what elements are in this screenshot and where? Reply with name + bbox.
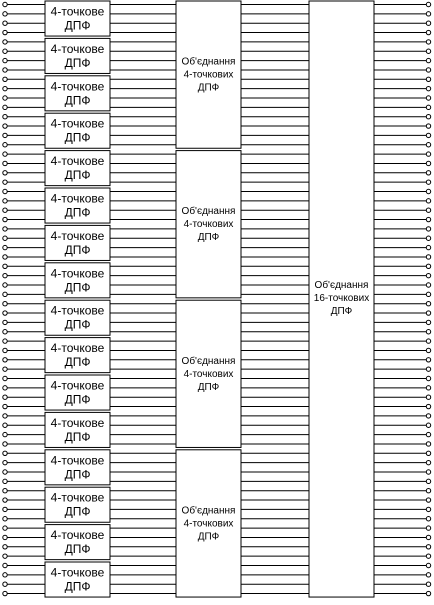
output-terminal [426,105,430,109]
combine-dft4-label-line3: ДПФ [197,232,220,244]
output-terminal [426,245,430,249]
combine-dft4-label-line1: Об'єднання [181,505,236,517]
output-terminal [426,442,430,446]
output-terminal [426,451,430,455]
input-terminal [3,582,7,586]
dft4-label-line2: ДПФ [64,130,91,145]
input-terminal [3,423,7,427]
output-terminal [426,591,430,595]
input-terminal [3,152,7,156]
input-terminal [3,2,7,6]
dft4-label-line1: 4-точкове [50,528,105,543]
input-terminal [3,330,7,334]
dft4-label-line1: 4-точкове [50,565,105,580]
input-terminal [3,489,7,493]
dft4-label-line2: ДПФ [64,542,91,557]
dft4-label-line2: ДПФ [64,205,91,220]
input-terminal [3,68,7,72]
dft4-label-line2: ДПФ [64,579,91,594]
output-terminal [426,58,430,62]
output-terminal [426,152,430,156]
dft4-label-line1: 4-точкове [50,41,105,56]
output-terminal [426,432,430,436]
output-terminal [426,545,430,549]
input-terminal [3,124,7,128]
output-terminal [426,358,430,362]
input-terminal [3,264,7,268]
input-terminal [3,386,7,390]
output-terminal [426,470,430,474]
output-terminal [426,124,430,128]
input-terminal [3,143,7,147]
output-terminal [426,479,430,483]
output-terminal [426,30,430,34]
output-terminal [426,395,430,399]
output-terminal [426,386,430,390]
input-terminal [3,96,7,100]
input-terminal [3,376,7,380]
input-terminal [3,348,7,352]
output-terminal [426,21,430,25]
output-terminal [426,330,430,334]
output-terminal [426,498,430,502]
output-terminal [426,582,430,586]
input-terminal [3,292,7,296]
output-terminal [426,320,430,324]
output-terminal [426,339,430,343]
dft4-label-line1: 4-точкове [50,228,105,243]
input-terminal [3,451,7,455]
output-terminal [426,302,430,306]
input-terminal [3,554,7,558]
output-terminal [426,273,430,277]
dft4-label-line2: ДПФ [64,429,91,444]
input-terminal [3,339,7,343]
input-terminal [3,180,7,184]
output-terminal [426,563,430,567]
input-terminal [3,86,7,90]
output-terminal [426,2,430,6]
input-terminal [3,40,7,44]
combine-dft4-label-line3: ДПФ [197,381,220,393]
input-terminal [3,460,7,464]
output-terminal [426,283,430,287]
input-terminal [3,171,7,175]
input-terminal [3,49,7,53]
input-terminal [3,105,7,109]
output-terminal [426,264,430,268]
input-terminal [3,545,7,549]
input-terminal [3,470,7,474]
input-terminal [3,208,7,212]
output-terminal [426,40,430,44]
output-terminal [426,133,430,137]
input-terminal [3,133,7,137]
output-terminal [426,460,430,464]
input-terminal [3,414,7,418]
output-terminal [426,189,430,193]
input-terminal [3,199,7,203]
input-terminal [3,189,7,193]
output-terminal [426,311,430,315]
combine-dft4-label-line3: ДПФ [197,531,220,543]
input-terminal [3,367,7,371]
dft4-label-line1: 4-точкове [50,191,105,206]
output-terminal [426,180,430,184]
input-terminal [3,479,7,483]
input-terminal [3,320,7,324]
dft4-label-line2: ДПФ [64,168,91,183]
combine-dft4-label-line2: 4-точкових [183,219,234,231]
input-terminal [3,573,7,577]
input-terminal [3,227,7,231]
output-terminal [426,376,430,380]
dft4-label-line2: ДПФ [64,55,91,70]
input-terminal [3,358,7,362]
dft4-label-line2: ДПФ [64,93,91,108]
output-terminal [426,86,430,90]
output-terminal [426,68,430,72]
output-terminal [426,96,430,100]
dft4-label-line2: ДПФ [64,467,91,482]
dft4-label-line1: 4-точкове [50,266,105,281]
input-terminal [3,273,7,277]
output-terminal [426,236,430,240]
combine-dft4-label-line1: Об'єднання [181,206,236,218]
output-terminal [426,77,430,81]
output-terminal [426,217,430,221]
input-terminal [3,77,7,81]
input-terminal [3,517,7,521]
input-terminal [3,30,7,34]
input-terminal [3,115,7,119]
dft4-label-line2: ДПФ [64,280,91,295]
combine-dft4-label-line3: ДПФ [197,82,220,94]
output-terminal [426,404,430,408]
output-terminal [426,208,430,212]
input-terminal [3,245,7,249]
output-terminal [426,489,430,493]
output-terminal [426,227,430,231]
combine-dft4-label-line2: 4-точкових [183,518,234,530]
input-terminal [3,21,7,25]
input-terminal [3,535,7,539]
combine-dft16-label-line3: ДПФ [330,306,353,318]
input-terminal [3,283,7,287]
dft4-label-line2: ДПФ [64,355,91,370]
dft4-label-line1: 4-точкове [50,453,105,468]
output-terminal [426,49,430,53]
output-terminal [426,535,430,539]
dft4-label-line2: ДПФ [64,504,91,519]
output-terminal [426,161,430,165]
combine-dft4-label-line2: 4-точкових [183,368,234,380]
combine-dft4-label-line1: Об'єднання [181,56,236,68]
output-terminal [426,507,430,511]
dft4-label-line1: 4-точкове [50,4,105,19]
output-terminal [426,414,430,418]
input-terminal [3,404,7,408]
input-terminal [3,395,7,399]
dft4-label-line2: ДПФ [64,18,91,33]
output-terminal [426,526,430,530]
input-terminal [3,302,7,306]
dft4-label-line1: 4-точкове [50,154,105,169]
dft4-label-line1: 4-точкове [50,490,105,505]
input-terminal [3,498,7,502]
dft4-label-line1: 4-точкове [50,378,105,393]
input-terminal [3,526,7,530]
output-terminal [426,423,430,427]
output-terminal [426,143,430,147]
output-terminal [426,517,430,521]
dft4-label-line1: 4-точкове [50,79,105,94]
output-terminal [426,255,430,259]
output-terminal [426,12,430,16]
output-terminal [426,292,430,296]
output-terminal [426,115,430,119]
dft4-label-line2: ДПФ [64,317,91,332]
input-terminal [3,161,7,165]
input-terminal [3,12,7,16]
input-terminal [3,507,7,511]
combine-dft4-label-line1: Об'єднання [181,355,236,367]
dft4-label-line1: 4-точкове [50,415,105,430]
input-terminal [3,58,7,62]
output-terminal [426,171,430,175]
output-terminal [426,348,430,352]
combine-dft4-label-line2: 4-точкових [183,69,234,81]
input-terminal [3,563,7,567]
input-terminal [3,236,7,240]
input-terminal [3,217,7,221]
output-terminal [426,573,430,577]
dft4-label-line1: 4-точкове [50,116,105,131]
input-terminal [3,432,7,436]
input-terminal [3,591,7,595]
dft4-label-line1: 4-точкове [50,303,105,318]
combine-dft16-label-line2: 16-точкових [313,293,370,305]
input-terminal [3,311,7,315]
dft4-label-line2: ДПФ [64,242,91,257]
dft4-label-line2: ДПФ [64,392,91,407]
dft4-label-line1: 4-точкове [50,341,105,356]
combine-dft16-label-line1: Об'єднання [314,280,369,292]
input-terminal [3,255,7,259]
output-terminal [426,554,430,558]
input-terminal [3,442,7,446]
output-terminal [426,367,430,371]
output-terminal [426,199,430,203]
